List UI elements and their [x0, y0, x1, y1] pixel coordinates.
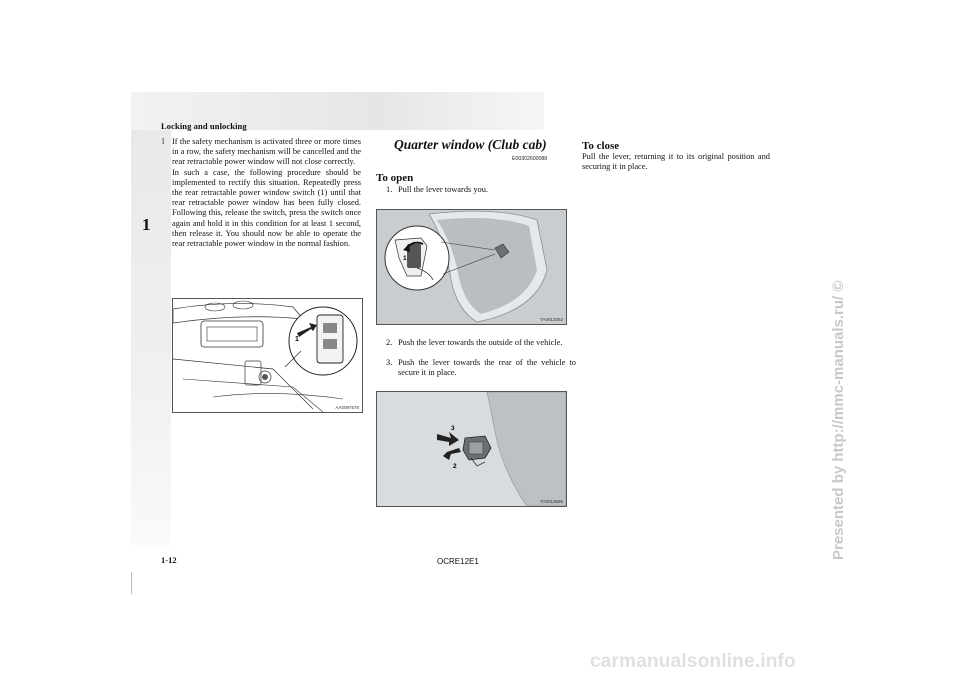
step-number: 2. — [386, 338, 393, 347]
to-close-text: Pull the lever, returning it to its original position and securing it in place. — [582, 152, 770, 172]
chapter-side-band — [131, 130, 171, 545]
lever-illustration — [377, 392, 566, 506]
to-open-heading: To open — [376, 172, 414, 184]
figure-code: TA0013052 — [540, 317, 563, 322]
figure-code: TA0013665 — [540, 499, 563, 504]
figure-callout: 1 — [403, 255, 407, 262]
quarter-window-code: E00302600088 — [512, 156, 548, 162]
chapter-number: 1 — [142, 215, 151, 234]
procedure-paragraph: In such a case, the following procedure should be implemented to rectify this situation. Repeatedly press the rear retractable power window switch (1) until that rear retractable power window has been fully closed. Following this, release the switch, press the switch once again and hold it in this condition for at least 1 second, then release it. You should now be able to operate the rear retractable power window in the normal fashion. — [172, 167, 361, 249]
lever-pull-figure — [376, 209, 567, 325]
document-code: OCRE12E1 — [437, 557, 479, 566]
left-column — [162, 137, 361, 249]
bullet-icon: l — [162, 137, 165, 146]
page-number: 1-12 — [161, 555, 177, 565]
quarter-window-illustration — [377, 210, 566, 324]
dashboard-illustration — [173, 299, 362, 412]
step-text: Pull the lever towards you. — [398, 185, 489, 194]
step-number: 3. — [386, 358, 393, 367]
step-1 — [386, 185, 576, 195]
section-title: Locking and unlocking — [161, 121, 247, 131]
power-window-switch-figure — [172, 298, 363, 413]
step-2 — [386, 338, 576, 348]
step-text: Push the lever towards the rear of the vehicle to secure it in place. — [398, 358, 576, 378]
figure-callout-3: 3 — [451, 425, 455, 432]
step-3 — [386, 358, 576, 378]
to-close-heading: To close — [582, 140, 620, 152]
safety-paragraph: If the safety mechanism is activated three or more times in a row, the safety mechanism will be cancelled and the rear retractable power window will not close correctly. — [172, 137, 361, 167]
figure-callout-2: 2 — [453, 463, 457, 470]
figure-code: AA0097578 — [335, 405, 359, 410]
step-text: Push the lever towards the outside of the vehicle. — [398, 338, 563, 347]
figure-callout: 1 — [295, 336, 299, 343]
crop-mark — [131, 572, 132, 594]
step-number: 1. — [386, 185, 393, 194]
lever-secure-figure — [376, 391, 567, 507]
quarter-window-title: Quarter window (Club cab) — [394, 137, 547, 152]
vertical-watermark: Presented by http://mmc-manuals.ru/ © — [830, 280, 847, 560]
site-watermark: carmanualsonline.info — [590, 651, 796, 672]
